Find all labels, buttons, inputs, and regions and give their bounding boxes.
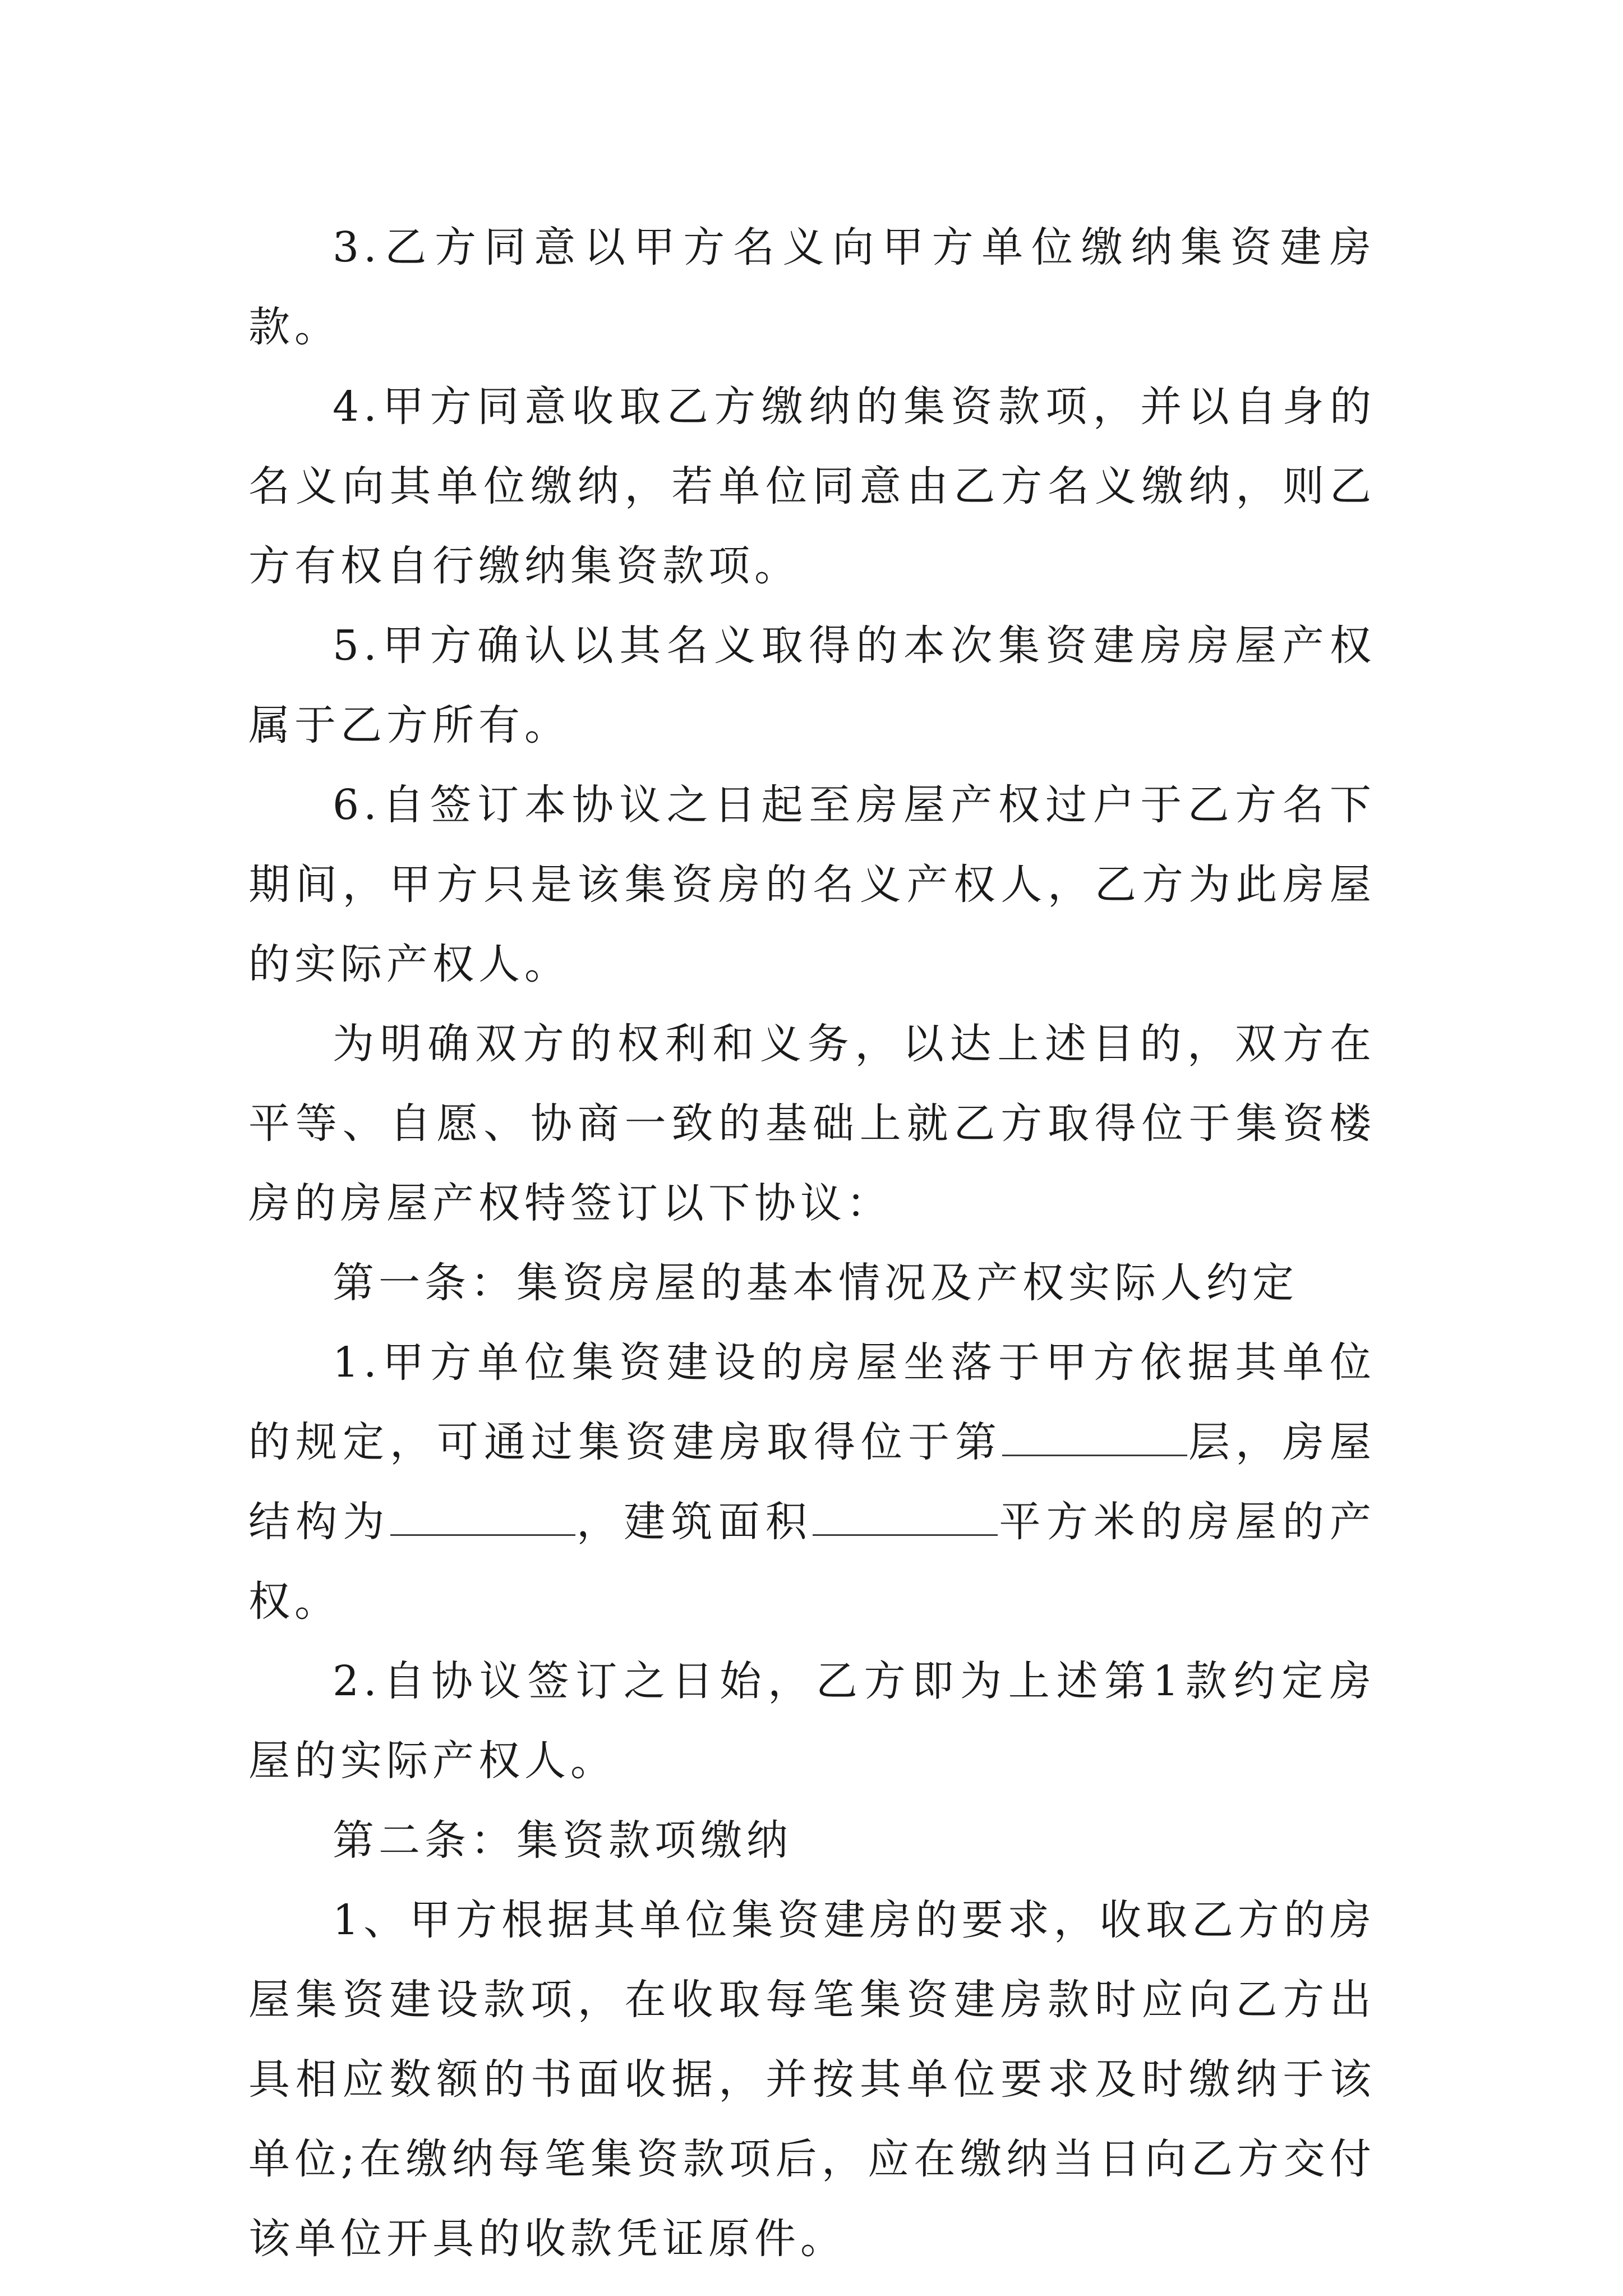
floor-blank — [1002, 1421, 1187, 1456]
paragraph-item-3: 3.乙方同意以甲方名义向甲方单位缴纳集资建房款。 — [248, 223, 1376, 351]
structure-blank — [390, 1501, 575, 1536]
clause-1-item-2: 2.自协议签订之日始，乙方即为上述第1款约定房屋的实际产权人。 — [248, 1657, 1376, 1785]
clause-1-item-1-text-b: 层，房屋结构为 — [248, 1418, 1376, 1546]
clause-2-item-1: 1、甲方根据其单位集资建房的要求，收取乙方的房屋集资建设款项，在收取每笔集资建房款时应向乙方出具相应数额的书面收据，并按其单位要求及时缴纳于该单位;在缴纳每笔集资款项后，应在缴纳当日向乙方交付该单位开具的收款凭证原件。 — [248, 1896, 1376, 2263]
document-body — [248, 208, 1376, 2279]
clause-2-heading: 第二条：集资款项缴纳 — [333, 1816, 792, 1865]
clause-1-item-1 — [248, 1323, 1376, 1641]
clause-1-item-1-text-d: 平方米的房屋的产权。 — [248, 1498, 1376, 1626]
clause-1-heading: 第一条：集资房屋的基本情况及产权实际人约定 — [333, 1259, 1298, 1307]
paragraph-item-4: 4.甲方同意收取乙方缴纳的集资款项，并以自身的名义向其单位缴纳，若单位同意由乙方名义缴纳，则乙方有权自行缴纳集资款项。 — [248, 383, 1376, 590]
paragraph-purpose: 为明确双方的权利和义务，以达上述目的，双方在平等、自愿、协商一致的基础上就乙方取得位于集资楼房的房屋产权特签订以下协议： — [248, 1020, 1376, 1227]
paragraph-item-5: 5.甲方确认以其名义取得的本次集资建房房屋产权属于乙方所有。 — [248, 622, 1376, 749]
clause-1-item-1-text-c: ，建筑面积 — [575, 1498, 813, 1546]
paragraph-item-6: 6.自签订本协议之日起至房屋产权过户于乙方名下期间，甲方只是该集资房的名义产权人，乙方为此房屋的实际产权人。 — [248, 781, 1376, 988]
area-blank — [813, 1501, 998, 1536]
clause-1-item-1-text-a: 1.甲方单位集资建设的房屋坐落于甲方依据其单位的规定，可通过集资建房取得位于第 — [248, 1338, 1376, 1466]
